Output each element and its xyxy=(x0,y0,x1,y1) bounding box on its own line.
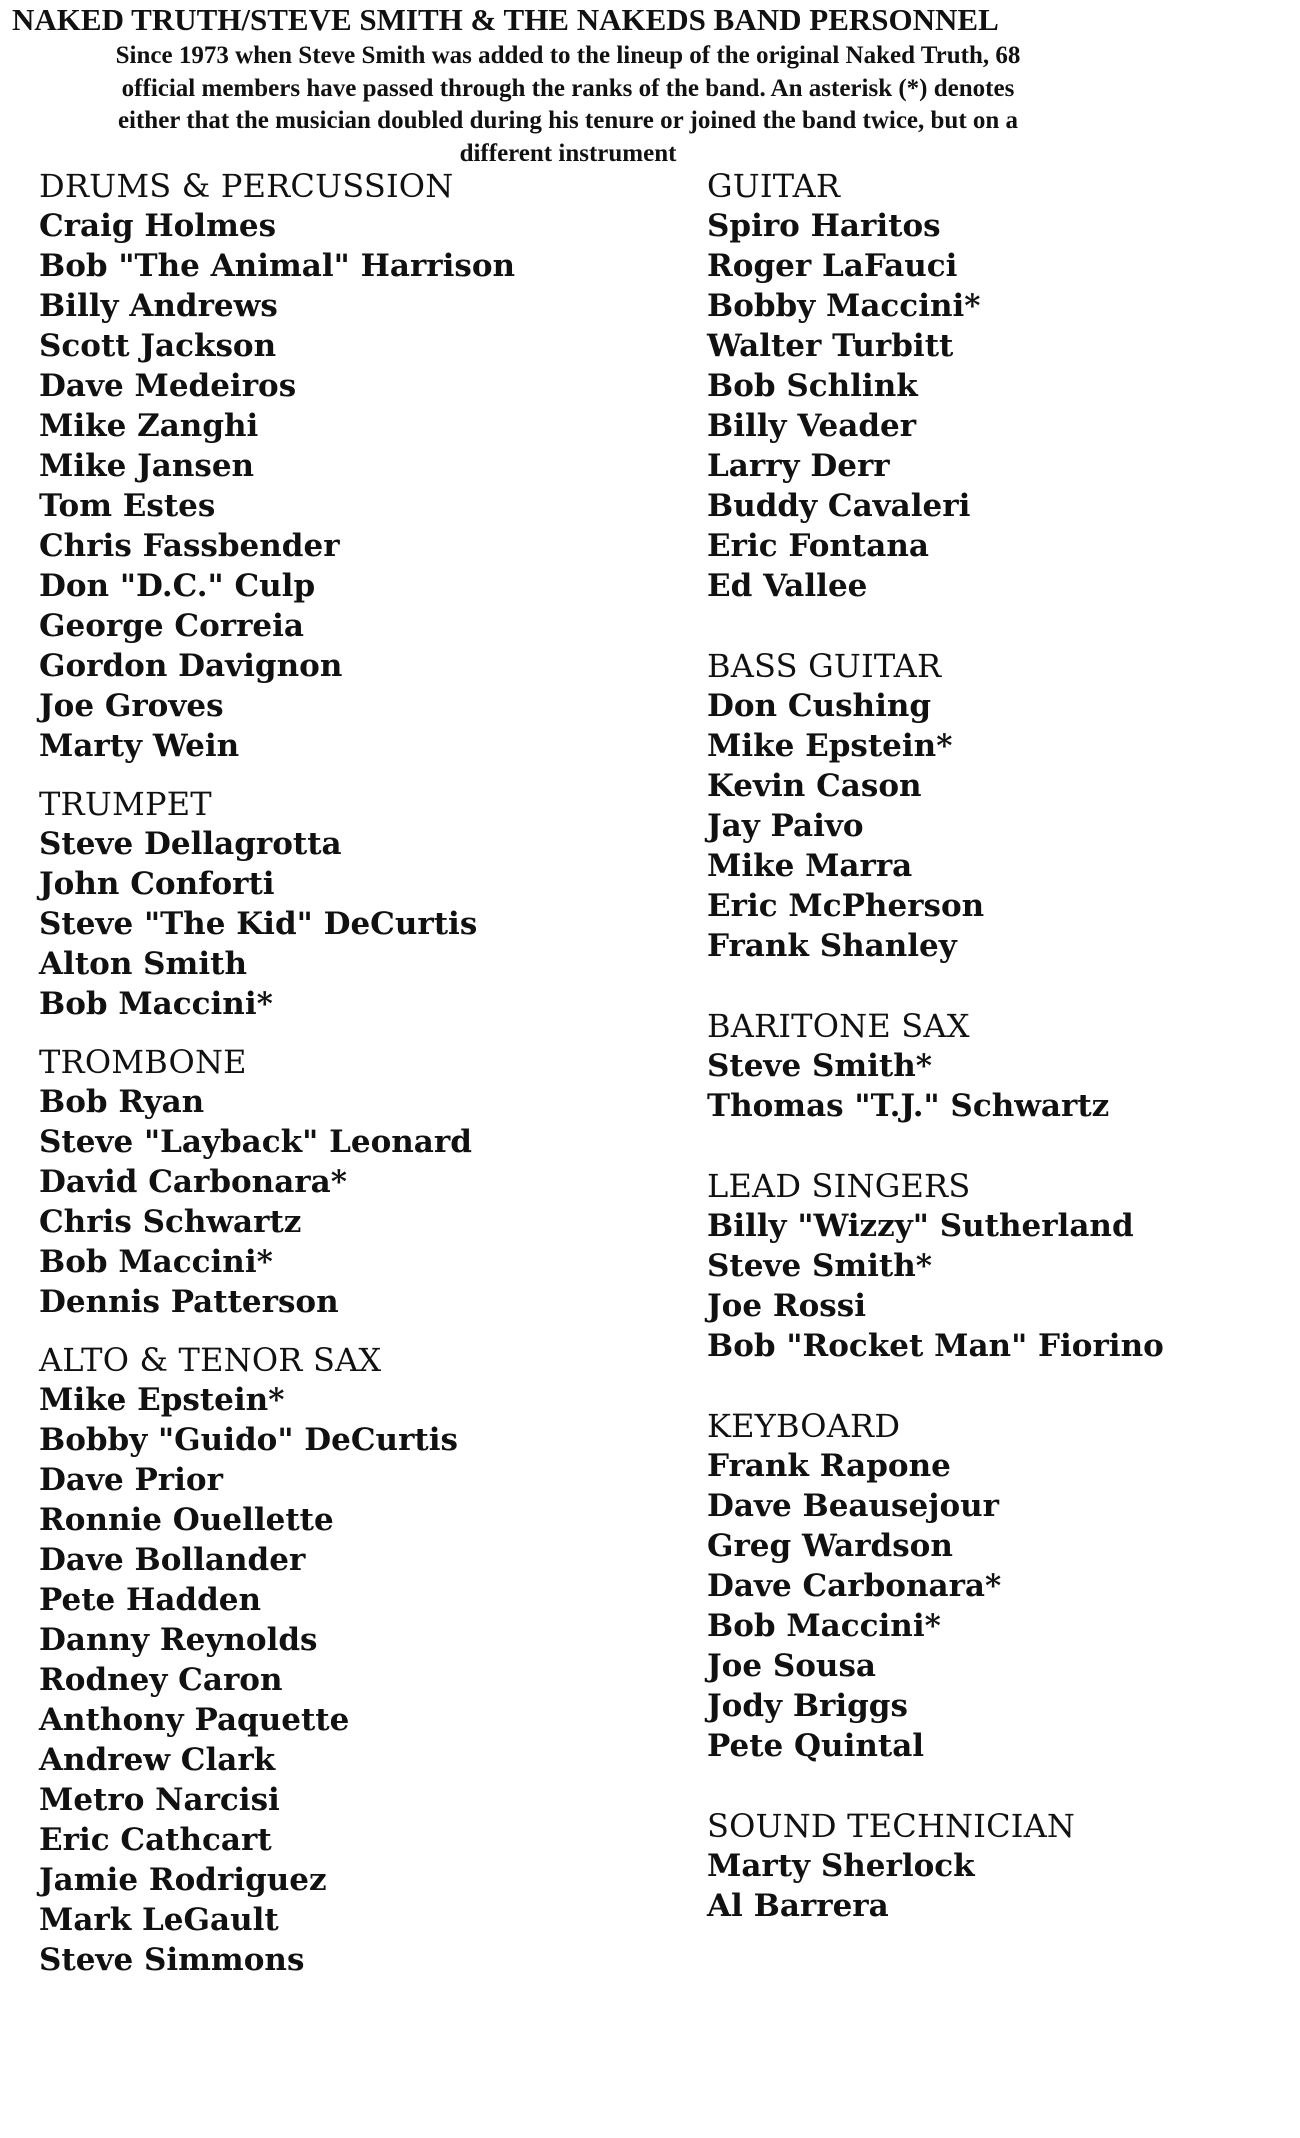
member-name: Bob "The Animal" Harrison xyxy=(39,248,516,284)
section-trombone xyxy=(39,1042,679,1322)
member-name: Dennis Patterson xyxy=(39,1284,339,1320)
member-name: Kevin Cason xyxy=(707,768,922,804)
member-name: George Correia xyxy=(39,608,304,644)
section-heading: TROMBONE xyxy=(39,1043,247,1081)
member-name: Eric Fontana xyxy=(707,528,929,564)
member-name: David Carbonara* xyxy=(39,1164,347,1200)
section-heading: LEAD SINGERS xyxy=(707,1167,971,1205)
member-name: Marty Wein xyxy=(39,728,240,764)
intro-line: different instrument xyxy=(459,139,677,167)
member-name: Bob Schlink xyxy=(707,368,918,404)
member-name: Mike Epstein* xyxy=(39,1382,285,1418)
member-name: Don Cushing xyxy=(707,688,932,724)
member-name: Chris Fassbender xyxy=(39,528,340,564)
member-name: Greg Wardson xyxy=(707,1528,953,1564)
section-lead-singers xyxy=(707,1166,1287,1366)
member-name: Mike Zanghi xyxy=(39,408,259,444)
member-name: Chris Schwartz xyxy=(39,1204,302,1240)
member-name: Ed Vallee xyxy=(707,568,868,604)
member-name: Andrew Clark xyxy=(39,1742,276,1778)
member-name: Gordon Davignon xyxy=(39,648,343,684)
section-heading: DRUMS & PERCUSSION xyxy=(39,167,454,205)
member-name: Dave Prior xyxy=(39,1462,223,1498)
member-name: Jody Briggs xyxy=(707,1688,908,1724)
page-title: NAKED TRUTH/STEVE SMITH & THE NAKEDS BAND PERSONNEL xyxy=(12,2,999,37)
member-name: Dave Beausejour xyxy=(707,1488,999,1524)
member-name: Eric McPherson xyxy=(707,888,985,924)
member-name: Mike Jansen xyxy=(39,448,255,484)
member-name: Pete Hadden xyxy=(39,1582,262,1618)
member-name: Steve Smith* xyxy=(707,1248,932,1284)
member-name: Pete Quintal xyxy=(707,1728,925,1764)
member-name: Billy Veader xyxy=(707,408,917,444)
member-name: Billy "Wizzy" Sutherland xyxy=(707,1208,1134,1244)
member-name: Roger LaFauci xyxy=(707,248,958,284)
member-name: Anthony Paquette xyxy=(39,1702,350,1738)
member-name: Bob Maccini* xyxy=(707,1608,941,1644)
member-name: Tom Estes xyxy=(39,488,216,524)
member-name: Larry Derr xyxy=(707,448,890,484)
member-name: Buddy Cavaleri xyxy=(707,488,971,524)
section-heading: ALTO & TENOR SAX xyxy=(39,1341,382,1379)
member-name: Thomas "T.J." Schwartz xyxy=(707,1088,1110,1124)
member-name: Don "D.C." Culp xyxy=(39,568,316,604)
section-heading: GUITAR xyxy=(707,167,841,205)
section-drums xyxy=(39,166,679,766)
section-sound-technician xyxy=(707,1806,1287,1926)
member-name: Metro Narcisi xyxy=(39,1782,280,1818)
section-bass-guitar xyxy=(707,646,1287,966)
member-name: Alton Smith xyxy=(39,946,247,982)
member-name: Steve Smith* xyxy=(707,1048,932,1084)
right-column xyxy=(707,166,1287,1926)
member-name: Mike Marra xyxy=(707,848,913,884)
member-name: Joe Groves xyxy=(39,688,224,724)
member-name: Bob "Rocket Man" Fiorino xyxy=(707,1328,1164,1364)
intro-line: either that the musician doubled during his tenure or joined the band twice, but on a xyxy=(117,107,1019,134)
member-name: Bobby "Guido" DeCurtis xyxy=(39,1422,458,1458)
member-name: Scott Jackson xyxy=(39,328,277,364)
member-name: Billy Andrews xyxy=(39,288,278,324)
intro-line: official members have passed through the ranks of the band. An asterisk (*) denotes xyxy=(121,74,1015,102)
member-name: Steve Dellagrotta xyxy=(39,826,342,862)
section-baritone-sax xyxy=(707,1006,1287,1126)
section-keyboard xyxy=(707,1406,1287,1766)
section-guitar xyxy=(707,166,1287,606)
member-name: Spiro Haritos xyxy=(707,208,941,244)
intro-line: Since 1973 when Steve Smith was added to the lineup of the original Naked Truth, 68 xyxy=(115,42,1021,69)
member-name: Mike Epstein* xyxy=(707,728,953,764)
section-heading: SOUND TECHNICIAN xyxy=(707,1807,1076,1845)
intro-paragraph xyxy=(18,40,1118,170)
section-heading: KEYBOARD xyxy=(707,1407,901,1445)
member-name: Frank Rapone xyxy=(707,1448,951,1484)
member-name: Bobby Maccini* xyxy=(707,288,981,324)
member-name: Walter Turbitt xyxy=(707,328,954,364)
member-name: Rodney Caron xyxy=(39,1662,283,1698)
left-column xyxy=(39,166,679,1980)
section-alto-tenor-sax xyxy=(39,1340,679,1980)
member-name: Bob Ryan xyxy=(39,1084,205,1120)
member-name: Al Barrera xyxy=(707,1888,889,1924)
member-name: Craig Holmes xyxy=(39,208,277,244)
member-name: Jamie Rodriguez xyxy=(39,1862,327,1898)
section-trumpet xyxy=(39,784,679,1024)
member-name: Dave Carbonara* xyxy=(707,1568,1002,1604)
member-name: Bob Maccini* xyxy=(39,1244,273,1280)
member-name: Joe Rossi xyxy=(707,1288,866,1324)
member-name: Jay Paivo xyxy=(707,808,864,844)
member-name: Steve Simmons xyxy=(39,1942,305,1978)
member-name: Ronnie Ouellette xyxy=(39,1502,334,1538)
section-heading: BASS GUITAR xyxy=(707,647,942,685)
section-heading: TRUMPET xyxy=(39,785,212,823)
member-name: Marty Sherlock xyxy=(707,1848,975,1884)
member-name: Joe Sousa xyxy=(707,1648,877,1684)
member-name: Mark LeGault xyxy=(39,1902,279,1938)
member-name: Steve "The Kid" DeCurtis xyxy=(39,906,478,942)
member-name: Danny Reynolds xyxy=(39,1622,318,1658)
member-name: John Conforti xyxy=(39,866,275,902)
member-name: Bob Maccini* xyxy=(39,986,273,1022)
member-name: Steve "Layback" Leonard xyxy=(39,1124,472,1160)
member-name: Frank Shanley xyxy=(707,928,957,964)
section-heading: BARITONE SAX xyxy=(707,1007,970,1045)
member-name: Dave Bollander xyxy=(39,1542,306,1578)
member-name: Eric Cathcart xyxy=(39,1822,272,1858)
member-name: Dave Medeiros xyxy=(39,368,297,404)
